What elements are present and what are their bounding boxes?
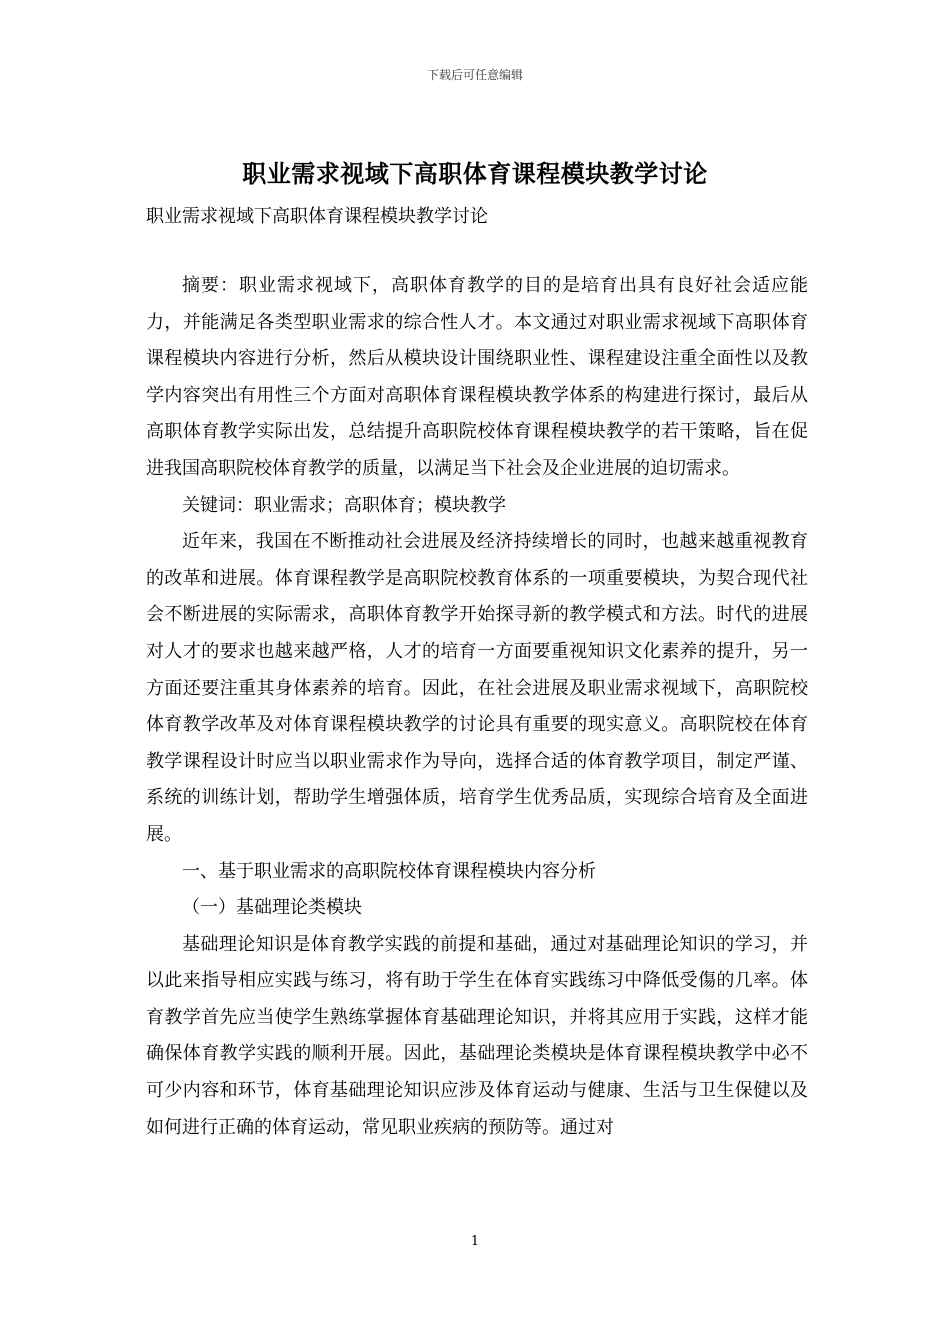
intro-paragraph: 近年来，我国在不断推动社会进展及经济持续增长的同时，也越来越重视教育的改革和进展。体育课程教学是高职院校教育体系的一项重要模块，为契合现代社会不断进展的实际需求，高职体育教学开始探寻新的教学模式和方法。时代的进展对人才的要求也越来越严格，人才的培育一方面要重视知识文化素养的提升，另一方面还要注重其身体素养的培育。因此，在社会进展及职业需求视域下，高职院校体育教学改革及对体育课程模块教学的讨论具有重要的现实意义。高职院校在体育教学课程设计时应当以职业需求作为导向，选择合适的体育教学项目，制定严谨、系统的训练计划，帮助学生增强体质，培育学生优秀品质，实现综合培育及全面进展。: [146, 531, 808, 845]
keywords-paragraph: 关键词：职业需求；高职体育；模块教学: [182, 494, 506, 516]
body-paragraph: 基础理论知识是体育教学实践的前提和基础，通过对基础理论知识的学习，并以此来指导相应实践与练习，将有助于学生在体育实践练习中降低受傷的几率。体育教学首先应当使学生熟练掌握体育基础理论知识，并将其应用于实践，这样才能确保体育教学实践的顺利开展。因此，基础理论类模块是体育课程模块教学中必不可少内容和环节，体育基础理论知识应涉及体育运动与健康、生活与卫生保健以及如何进行正确的体育运动，常见职业疾病的预防等。通过对: [146, 933, 808, 1138]
page-number: 1: [470, 1234, 480, 1249]
abstract-paragraph: 摘要：职业需求视域下，高职体育教学的目的是培育出具有良好社会适应能力，并能满足各类型职业需求的综合性人才。本文通过对职业需求视域下高职体育课程模块内容进行分析，然后从模块设计围绕职业性、课程建设注重全面性以及教学内容突出有用性三个方面对高职体育课程模块教学体系的构建进行探讨，最后从高职体育教学实际出发，总结提升高职院校体育课程模块教学的若干策略，旨在促进我国高职院校体育教学的质量，以满足当下社会及企业进展的迫切需求。: [146, 275, 808, 479]
document-title: 职业需求视域下高职体育课程模块教学讨论: [242, 159, 708, 188]
section-heading: 一、基于职业需求的高职院校体育课程模块内容分析: [182, 860, 596, 882]
subsection-heading: （一）基础理论类模块: [182, 897, 362, 919]
page-header-note: 下载后可任意编辑: [426, 68, 523, 82]
document-body: [146, 268, 808, 1146]
document-subtitle: 职业需求视域下高职体育课程模块教学讨论: [146, 206, 488, 227]
